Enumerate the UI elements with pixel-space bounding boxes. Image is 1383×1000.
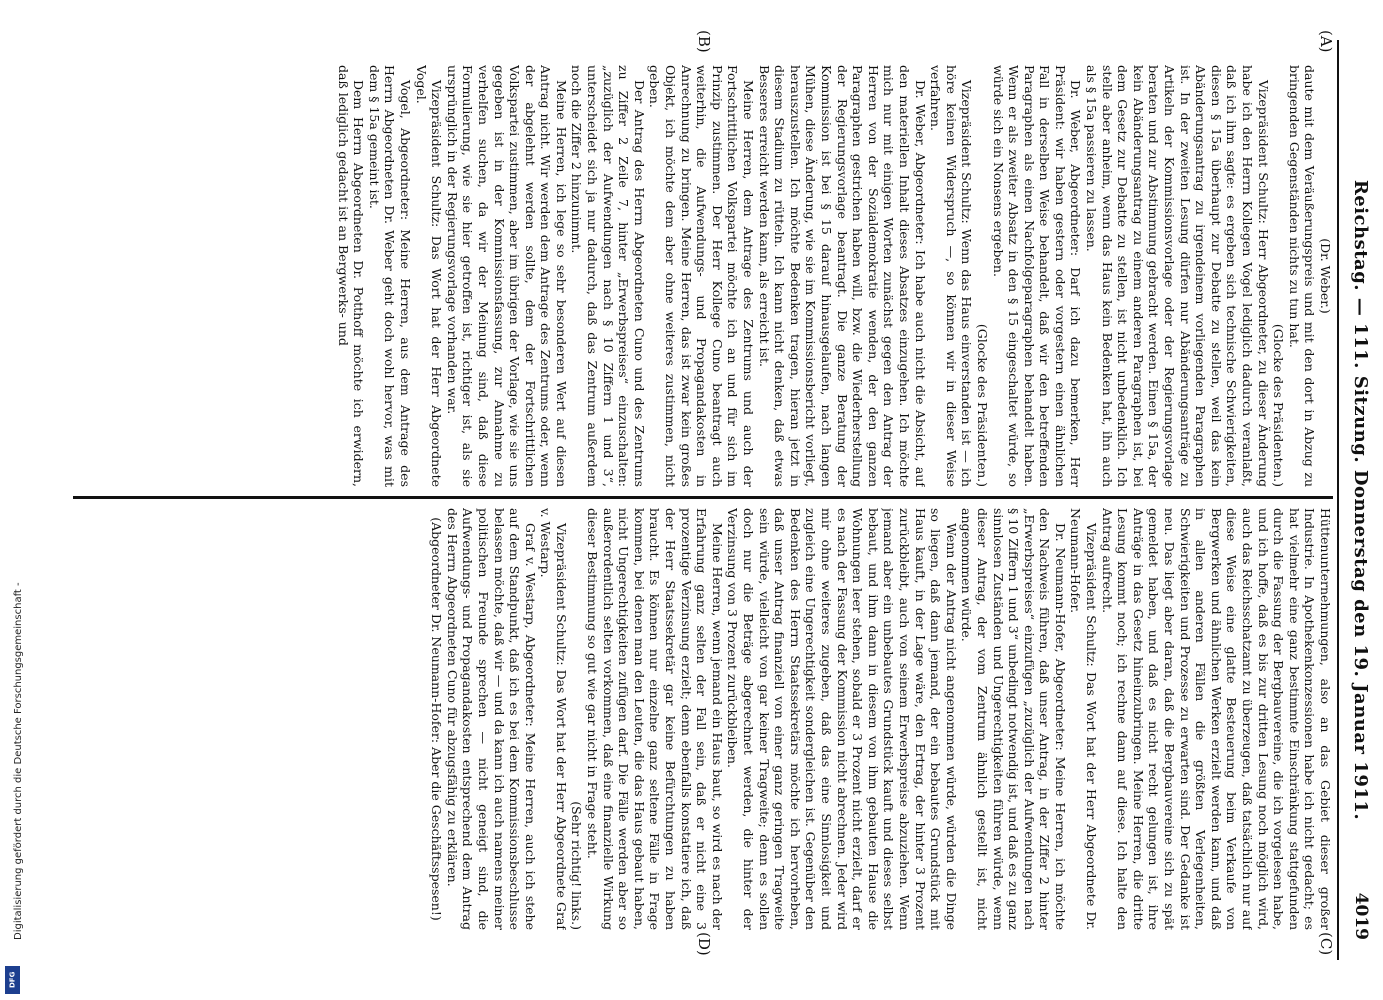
stage-direction: (Glocke des Präsidenten.) [974,323,990,487]
paragraph: Vizepräsident Schultz: Das Wort hat der Herr Abgeordnete Vogel. [413,65,445,487]
paragraph: Dr. Weber, Abgeordneter: Ich habe auch nicht die Absicht, auf den materiellen Inhalt dieses Absatzes einzugehen. Ich möchte mich nur mit einigen Worten zunächst gegen den Antrag der Herren von der Sozialdemokratie wenden, der den ganzen Paragraphen gestrichen haben will, bzw. die Wiederherstellung der Regierungsvorlage beantragt. Die ganze Beratung der Kommission ist bei § 15 darauf hinausgelaufen, nach langen Mühen, diese Änderung, wie sie im Kommissionsbericht vorliegt, herauszustellen. Ich möchte Bedenken tragen, hieran jetzt in diesem Stadium zu rütteln. Ich kann nicht denken, daß etwas Besseres erreicht werden kann, als erreicht ist. [756,65,928,487]
paragraph: Vizepräsident Schultz: Das Wort hat der Herr Abgeordnete Dr. Neumann-Hofer. [1068,508,1100,930]
paragraph: Dr. Weber, Abgeordneter: Darf ich dazu bemerken, Herr Präsident: wir haben gestern oder vorgestern einen ähnlichen Fall in derselben Weise behandelt, daß wir den betreffenden Paragraphen als einen Nachfolgeparagraphen behandelt haben. Wenn er als zweiter Absatz in den § 15 eingeschaltet würde, so würde sich ein Nonsens ergeben. [990,65,1084,487]
paragraph: Vizepräsident Schultz: Herr Abgeordneter, zu dieser Änderung habe ich den Herrn Kollegen Vogel lediglich dadurch veranlaßt, daß ich ihm sagte: es ergeben sich technische Schwierigkeiten, diesen § 15a überhaupt zur Debatte zu stellen, weil das kein Abänderungsantrag zu irgendeinem vorliegenden Paragraphen ist. In der zweiten Lesung dürfen nur Abänderungsanträge zu Artikeln der Kommissionsvorlage oder der Regierungsvorlage beraten und zur Abstimmung gebracht werden. Einen § 15a, der kein Abänderungsantrag zu einem anderen Paragraphen ist, bei dem Gesetz zur Debatte zu stellen, ist nicht unbedenklich. Ich stelle aber anheim, wenn das Haus kein Bedenken hat, ihn auch als § 15a passieren zu lassen. [1084,65,1271,487]
paragraph: Wenn der Antrag nicht angenommen würde, würden die Dinge so liegen, daß dann jemand, der ein bebautes Grundstück mit Haus kauft, in der Lage wäre, den Ertrag, der hinter 3 Prozent zurückbleibt, auch von seinem Erwerbspreise abzuziehen. Wenn jemand aber ein unbebautes Grundstück kauft und dieses selbst bebaut, und ihm dann in diesem von ihm gebauten Hause die Wohnungen leer stehen, sobald er 3 Prozent nicht erzielt, darf er es nach der Fassung der Kommission nicht abrechnen. Jeder wird mir ohne weiteres zugeben, daß das eine Sinnlosigkeit und zugleich eine Ungerechtigkeit sondergleichen ist. Gegenüber den Bedenken des Herrn Staatssekretärs möchte ich hervorheben, daß unser Antrag finanziell von einer ganz geringen Tragweite sein würde, vielleicht von gar keiner Tragweite; denn es sollen doch nur die Beträge abgerechnet werden, die hinter der Verzinsung von 3 Prozent zurückbleiben. [725,508,959,930]
paragraph: daute mit dem Veräußerungspreis und mit den dort in Abzug zu bringenden Gegenständen nichts zu tun hat. [1286,65,1318,487]
margin-marker-d: (D) [695,932,713,956]
page-header [1341,60,1371,940]
paragraph: Vizepräsident Schultz: Wenn das Haus einverstanden ist — ich höre keinen Widerspruch —, so können wir in dieser Weise verfahren. [928,65,975,487]
paragraph: Vizepräsident Schultz: Das Wort hat der Herr Abgeordnete Graf v. Westarp. [538,508,569,930]
digitization-footer [4,0,24,1000]
paragraph: Vogel, Abgeordneter: Meine Herren, aus dem Antrage des Herrn Abgeordneten Dr. Weber geht doch wohl hervor, was mit dem § 15a gemeint ist. [366,65,413,487]
right-column [73,508,1333,930]
speaker-reference: (Dr. Weber.) [1318,238,1333,314]
stage-direction: (Abgeordneter Dr. Neumann-Hofer: Aber die Geschäftsspesen!) [429,517,445,921]
paragraph: Meine Herren, dem Antrage des Zentrums und auch der Fortschrittlichen Volkspartei möchte ich an und für sich im Prinzip zustimmen. Der Herr Kollege Cuno beantragt auch weiterhin, die Aufwendungs- und Propagandakosten in Anrechnung zu bringen. Meine Herren, das ist zwar kein großes Objekt, ich möchte dem aber ohne weiteres zustimmen, nicht geben. [647,65,757,487]
left-column [73,65,1333,487]
dfg-logo: DFG [5,966,20,994]
paragraph: Meine Herren, wenn jemand ein Haus baut, so wird es nach der Erfahrung ganz selten der Fall sein, daß er nicht eine 3 prozentige Verzinsung erzielt; denn ebenfalls konstatiere ich, daß der Herr Staatssekretär gar keine Befürchtungen zu haben braucht. Es können nur einzelne ganz seltene Fälle in Frage kommen, bei denen man den Leuten, die das Haus gebaut haben, nicht Ungerechtigkeiten zufügen darf. Die Fälle werden aber so außerordentlich selten vorkommen, daß eine finanzielle Wirkung dieser Bestimmung so gut wie gar nicht in Frage steht. [585,508,725,930]
paragraph: Meine Herren, ich lege so sehr besonderen Wert auf diesen Antrag nicht. Wir werden dem Antrage des Zentrums oder, wenn der abgelehnt werden sollte, dem der Fortschrittlichen Volkspartei zustimmen, aber im übrigen der Vorlage, wie sie uns gegeben ist in der Kommissionsfassung, zur Annahme zu verhelfen suchen, da wir der Meinung sind, daß diese Formulierung, wie sie hier getroffen ist, richtiger ist, als sie ursprünglich in der Regierungsvorlage vorhanden war. [444,65,569,487]
margin-marker-a: (A) [1317,30,1335,53]
footer-text: Digitalisierung gefördert durch die Deutsche Forschungsgemeinschaft - [13,582,24,940]
paragraph: Dem Herrn Abgeordneten Dr. Potthoff möchte ich erwidern, daß lediglich gedacht ist an Bergwerks- und [335,65,367,487]
page-title: Reichstag. — 111. Sitzung. Donnerstag den 19. Januar 1911. [1350,179,1371,821]
paragraph: Der Antrag des Herrn Abgeordneten Cuno und des Zentrums zu Ziffer 2 Zeile 7, hinter „Erwerbspreises“ einzuschalten: „zuzüglich der Aufwendungen nach § 10 Ziffern 1 und 3“, unterscheidet sich ja nur dadurch, daß das Zentrum außerdem noch die Ziffer 2 hinzunimmt. [569,65,647,487]
page-number: 4019 [1351,892,1371,940]
stage-direction: (Sehr richtig! links.) [569,801,585,930]
paragraph: Hüttenunternehmungen, also an das Gebiet dieser großer Industrie. In Apothekenkonzessionen habe ich nicht gedacht; es hat vielmehr eine ganz bestimmte Einschränkung stattgefunden durch die Fassung der Bergbauvereine, die ich vorgelesen habe, und ich hoffe, daß es bis zur dritten Lesung noch möglich wird, auch das Reichsschatzamt zu überzeugen, daß tatsächlich nur auf diese Weise eine glatte Besteuerung beim Verkaufe von Bergwerken und ähnlichen Werken erzielt werden kann, und daß in allen anderen Fällen die größten Verlegenheiten, Schwierigkeiten und Prozesse zu erwarten sind. Der Gedanke ist neu. Das liegt aber daran, daß die Bergbauvereine sich zu spät gemeldet haben, und daß es nicht recht gelungen ist, ihre Anträge in das Gesetz hineinzubringen. Meine Herren, die dritte Lesung kommt noch; ich rechne dann auf diese. Ich halte den Antrag aufrecht. [1099,508,1333,930]
column-divider [73,496,1333,499]
header-rule [1337,40,1339,960]
margin-marker-b: (B) [695,30,713,53]
stage-direction: (Glocke des Präsidenten.) [1271,323,1287,487]
margin-marker-c: (C) [1317,932,1335,956]
paragraph: Graf v. Westarp, Abgeordneter: Meine Herren, auch ich stehe auf dem Standpunkt, daß ich es bei dem Kommissionsbeschlusse belassen möchte, daß wir — und da kann ich auch namens meiner politischen Freunde sprechen — nicht geneigt sind, die Aufwendungs- und Propagandakosten entsprechend dem Antrag des Herrn Abgeordneten Cuno für abzugsfähig zu erklären. [444,508,538,930]
paragraph: Dr. Neumann-Hofer, Abgeordneter: Meine Herren, ich möchte den Nachweis führen, daß unser Antrag, in der Ziffer 2 hinter „Erwerbspreises“ einzufügen „zuzüglich der Aufwendungen nach § 10 Ziffern 1 und 3“ unbedingt notwendig ist, und daß es zu ganz sinnlosen Zuständen und Ungerechtigkeiten führen würde, wenn dieser Antrag, der vom Zentrum ähnlich gestellt ist, nicht angenommen würde. [959,508,1068,930]
